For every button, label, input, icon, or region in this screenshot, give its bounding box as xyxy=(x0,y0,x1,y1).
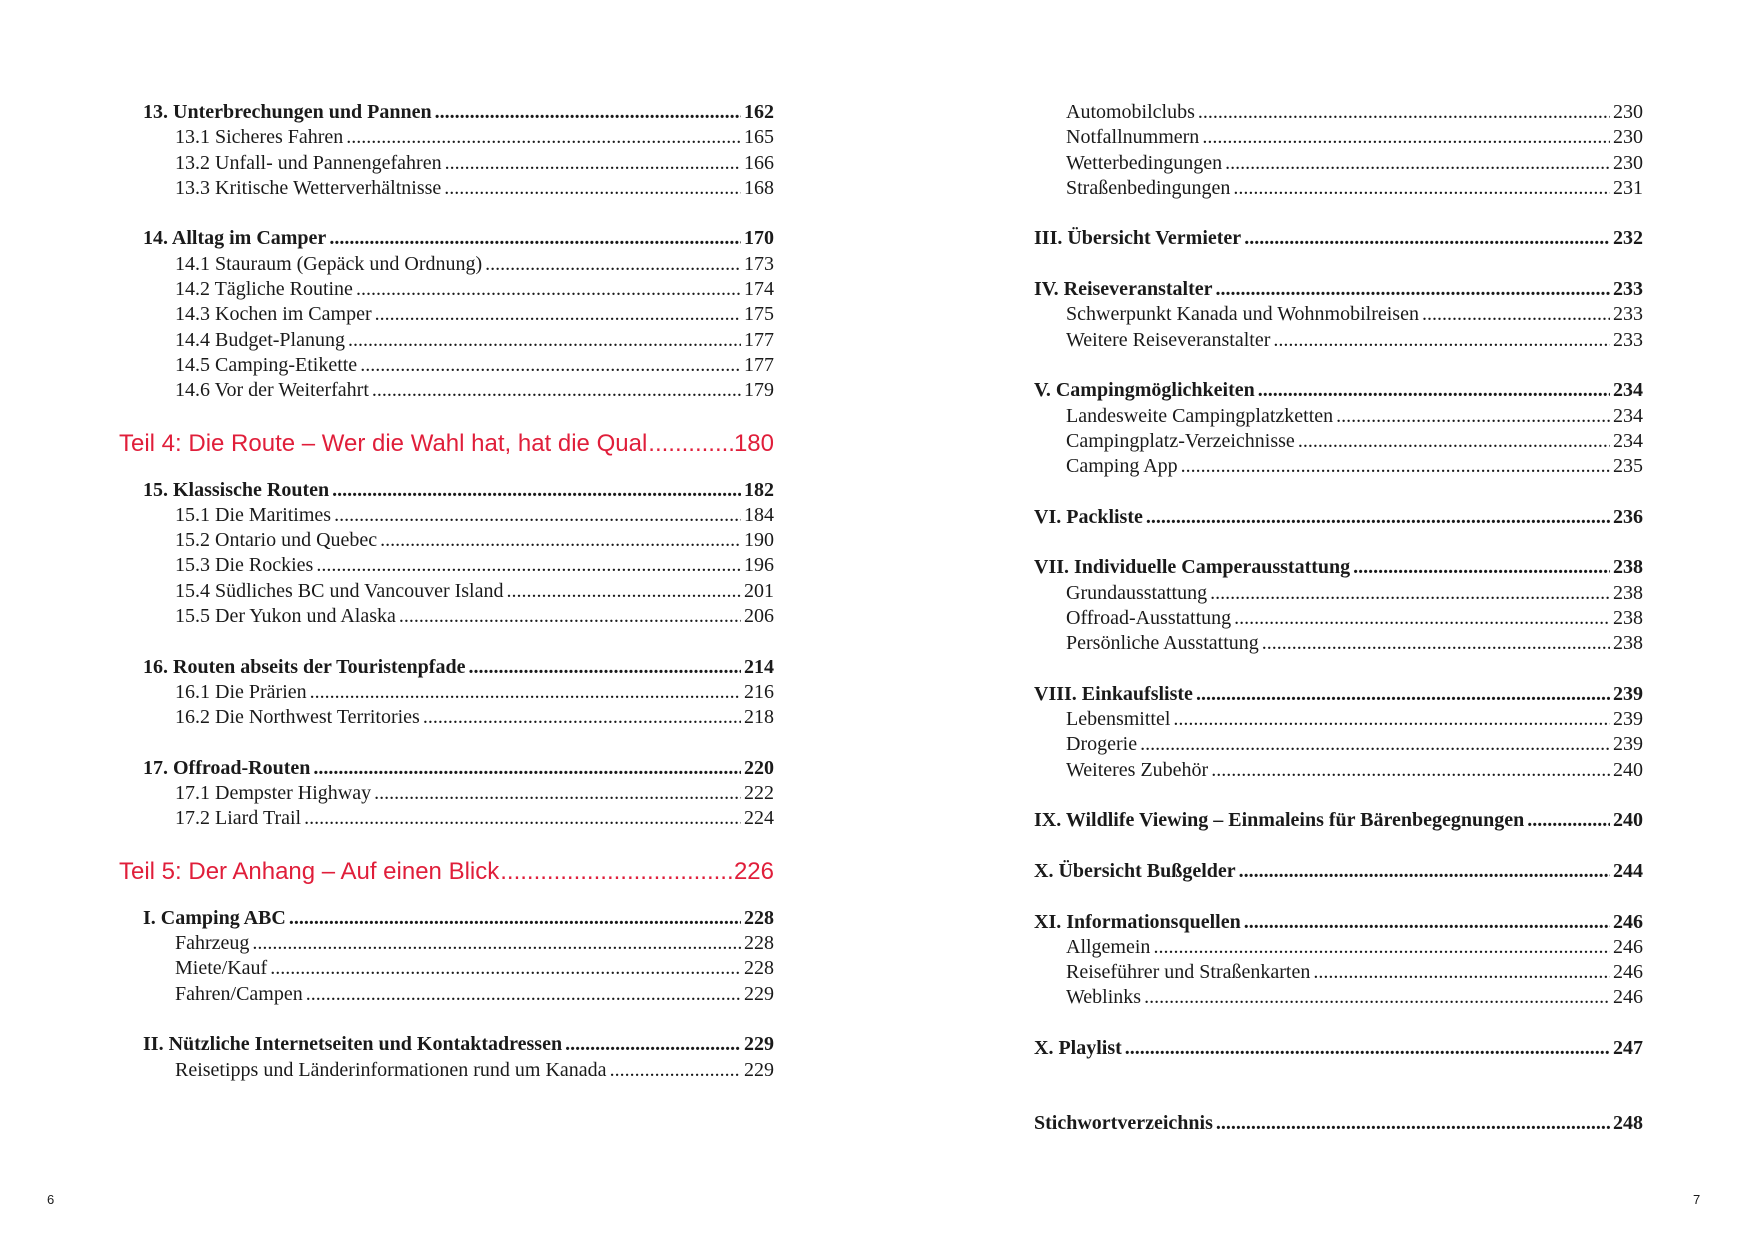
spacer xyxy=(1010,201,1643,226)
toc-entry-page: 238 xyxy=(1613,632,1643,655)
toc-section-entry xyxy=(1010,606,1643,631)
dot-leader xyxy=(1153,935,1610,960)
toc-chapter-entry xyxy=(1010,910,1643,935)
toc-entry-title: III. Übersicht Vermieter xyxy=(1034,227,1242,250)
toc-entry-title: Wetterbedingungen xyxy=(1066,151,1223,174)
spacer xyxy=(119,731,774,756)
toc-entry-title: 17. Offroad-Routen xyxy=(143,756,311,779)
toc-entry-title: 17.2 Liard Trail xyxy=(175,807,302,830)
toc-entry-page: 239 xyxy=(1613,733,1643,756)
toc-entry-page: 233 xyxy=(1613,328,1643,351)
toc-chapter-entry xyxy=(1010,859,1643,884)
dot-leader xyxy=(565,1032,741,1057)
dot-leader xyxy=(1244,226,1610,251)
toc-entry-title: Offroad-Ausstattung xyxy=(1066,606,1232,629)
toc-section-entry xyxy=(1010,176,1643,201)
toc-entry-title: 14.5 Camping-Etikette xyxy=(175,353,358,376)
dot-leader xyxy=(360,353,741,378)
toc-entry-page: 226 xyxy=(733,857,774,885)
toc-entry-title: 13. Unterbrechungen und Pannen xyxy=(143,101,432,123)
toc-section-entry xyxy=(119,252,774,277)
dot-leader xyxy=(329,226,741,251)
dot-leader xyxy=(1144,985,1610,1010)
toc-entry-page: 246 xyxy=(1613,935,1643,958)
dot-leader xyxy=(1244,910,1610,935)
toc-entry-title: Weiteres Zubehör xyxy=(1066,758,1209,781)
spacer xyxy=(1010,252,1643,277)
toc-entry-title: X. Übersicht Bußgelder xyxy=(1034,859,1236,882)
toc-entry-title: Teil 4: Die Route – Wer die Wahl hat, hat die Qual xyxy=(119,429,648,457)
toc-entry-page: 216 xyxy=(744,680,774,703)
dot-leader xyxy=(374,781,741,806)
dot-leader xyxy=(1215,277,1610,302)
page-number-right: 7 xyxy=(1693,1192,1701,1207)
toc-entry-page: 236 xyxy=(1613,505,1643,528)
toc-entry-page: 222 xyxy=(744,782,774,805)
dot-leader xyxy=(252,931,741,956)
toc-entry-page: 239 xyxy=(1613,708,1643,731)
toc-entry-title: Drogerie xyxy=(1066,733,1138,756)
dot-leader xyxy=(1225,151,1610,176)
toc-entry-title: Lebensmittel xyxy=(1066,708,1171,731)
toc-entry-title: Automobilclubs xyxy=(1066,101,1195,123)
toc-entry-title: Fahren/Campen xyxy=(175,982,303,1005)
toc-entry-page: 239 xyxy=(1613,682,1643,705)
toc-entry-page: 206 xyxy=(744,605,774,628)
toc-chapter-entry xyxy=(1010,555,1643,580)
toc-entry-title: 15. Klassische Routen xyxy=(143,478,330,501)
toc-section-entry xyxy=(119,1058,774,1083)
toc-section-entry xyxy=(119,553,774,578)
toc-section-entry xyxy=(1010,935,1643,960)
toc-entry-page: 240 xyxy=(1613,809,1643,832)
toc-entry-title: 13.1 Sicheres Fahren xyxy=(175,126,344,149)
toc-chapter-entry xyxy=(1010,1036,1643,1061)
spacer xyxy=(119,1007,774,1032)
toc-chapter-entry xyxy=(1010,226,1643,251)
spacer xyxy=(119,629,774,654)
toc-chapter-entry xyxy=(1010,505,1643,530)
toc-section-entry xyxy=(1010,960,1643,985)
toc-entry-page: 166 xyxy=(744,151,774,174)
toc-entry-title: 14.4 Budget-Planung xyxy=(175,328,345,351)
dot-leader xyxy=(1239,859,1610,884)
dot-leader xyxy=(1234,606,1610,631)
toc-section-entry xyxy=(119,781,774,806)
dot-leader xyxy=(1211,758,1610,783)
toc-chapter-entry xyxy=(119,478,774,503)
toc-entry-page: 180 xyxy=(733,429,774,457)
dot-leader xyxy=(445,151,741,176)
toc-section-entry xyxy=(119,353,774,378)
toc-entry-title: Teil 5: Der Anhang – Auf einen Blick xyxy=(119,857,500,885)
toc-entry-page: 229 xyxy=(744,1033,774,1056)
toc-entry-page: 238 xyxy=(1613,581,1643,604)
toc-right-column xyxy=(1010,100,1643,1137)
toc-section-entry xyxy=(119,982,774,1007)
toc-entry-title: Grundausstattung xyxy=(1066,581,1208,604)
dot-leader xyxy=(304,806,741,831)
dot-leader xyxy=(306,982,741,1007)
toc-entry-page: 175 xyxy=(744,303,774,326)
toc-section-entry xyxy=(119,176,774,201)
dot-leader xyxy=(332,478,741,503)
toc-entry-title: IX. Wildlife Viewing – Einmaleins für Bärenbegegnungen xyxy=(1034,809,1525,832)
toc-entry-title: Persönliche Ausstattung xyxy=(1066,632,1259,655)
toc-section-entry xyxy=(1010,302,1643,327)
toc-entry-title: 15.5 Der Yukon und Alaska xyxy=(175,605,396,628)
toc-section-entry xyxy=(1010,631,1643,656)
toc-entry-title: 14.2 Tägliche Routine xyxy=(175,278,353,301)
spacer xyxy=(1010,657,1643,682)
dot-leader xyxy=(444,176,741,201)
toc-chapter-entry xyxy=(119,655,774,680)
dot-leader xyxy=(507,579,742,604)
toc-entry-title: 17.1 Dempster Highway xyxy=(175,782,372,805)
toc-entry-page: 234 xyxy=(1613,429,1643,452)
toc-section-entry xyxy=(119,503,774,528)
dot-leader xyxy=(1422,302,1610,327)
dot-leader xyxy=(1125,1036,1610,1061)
spacer xyxy=(1010,479,1643,504)
toc-entry-title: II. Nützliche Internetseiten und Kontaktadressen xyxy=(143,1033,563,1056)
toc-entry-title: Camping App xyxy=(1066,455,1178,478)
toc-section-entry xyxy=(1010,328,1643,353)
toc-entry-page: 246 xyxy=(1613,961,1643,984)
toc-entry-title: 16. Routen abseits der Touristenpfade xyxy=(143,655,466,678)
toc-entry-title: 15.4 Südliches BC und Vancouver Island xyxy=(175,579,504,602)
spacer xyxy=(119,461,774,478)
toc-entry-page: 196 xyxy=(744,554,774,577)
toc-entry-page: 233 xyxy=(1613,303,1643,326)
toc-chapter-entry xyxy=(1010,277,1643,302)
toc-entry-title: 16.1 Die Prärien xyxy=(175,680,307,703)
dot-leader xyxy=(610,1058,741,1083)
toc-entry-page: 184 xyxy=(744,503,774,526)
toc-entry-title: Weitere Reiseveranstalter xyxy=(1066,328,1271,351)
toc-entry-page: 162 xyxy=(744,101,774,123)
toc-section-entry xyxy=(119,680,774,705)
toc-entry-page: 177 xyxy=(744,328,774,351)
toc-entry-page: 238 xyxy=(1613,606,1643,629)
toc-entry-title: Reisetipps und Länderinformationen rund um Kanada xyxy=(175,1058,607,1081)
toc-entry-title: 15.2 Ontario und Quebec xyxy=(175,529,378,552)
toc-part-heading xyxy=(119,427,774,461)
toc-section-entry xyxy=(1010,429,1643,454)
toc-entry-title: 13.3 Kritische Wetterverhältnisse xyxy=(175,176,442,199)
dot-leader xyxy=(346,125,741,150)
dot-leader xyxy=(435,100,741,125)
toc-entry-page: 174 xyxy=(744,278,774,301)
toc-entry-title: 14.6 Vor der Weiterfahrt xyxy=(175,379,369,402)
dot-leader xyxy=(1258,378,1610,403)
page-number-left: 6 xyxy=(47,1192,55,1207)
dot-leader xyxy=(1202,125,1610,150)
toc-section-entry xyxy=(119,931,774,956)
toc-section-entry xyxy=(119,579,774,604)
toc-section-entry xyxy=(119,277,774,302)
toc-entry-page: 238 xyxy=(1613,556,1643,579)
dot-leader xyxy=(1313,960,1610,985)
dot-leader xyxy=(1146,505,1610,530)
toc-section-entry xyxy=(1010,758,1643,783)
toc-entry-title: VI. Packliste xyxy=(1034,505,1143,528)
dot-leader xyxy=(334,503,741,528)
spacer xyxy=(1010,834,1643,859)
spacer xyxy=(119,404,774,427)
toc-section-entry xyxy=(1010,454,1643,479)
toc-entry-title: IV. Reiseveranstalter xyxy=(1034,278,1213,301)
spacer xyxy=(1010,353,1643,378)
dot-leader xyxy=(1216,1111,1610,1136)
spacer xyxy=(119,201,774,226)
toc-entry-page: 234 xyxy=(1613,404,1643,427)
dot-leader xyxy=(380,528,741,553)
toc-left-column xyxy=(119,100,774,1083)
toc-chapter-entry xyxy=(1010,682,1643,707)
dot-leader xyxy=(289,906,741,931)
dot-leader xyxy=(468,655,741,680)
toc-entry-page: 234 xyxy=(1613,379,1643,402)
toc-entry-page: 165 xyxy=(744,126,774,149)
toc-entry-page: 232 xyxy=(1613,227,1643,250)
toc-entry-page: 190 xyxy=(744,529,774,552)
toc-section-entry xyxy=(119,125,774,150)
toc-section-entry xyxy=(119,956,774,981)
toc-chapter-entry xyxy=(119,100,774,125)
dot-leader xyxy=(1273,328,1610,353)
dot-leader xyxy=(1336,404,1610,429)
dot-leader xyxy=(313,756,741,781)
toc-section-entry xyxy=(1010,707,1643,732)
toc-entry-page: 177 xyxy=(744,353,774,376)
dot-leader xyxy=(1527,808,1610,833)
toc-chapter-entry xyxy=(1010,378,1643,403)
toc-chapter-entry xyxy=(119,226,774,251)
toc-entry-title: 14.1 Stauraum (Gepäck und Ordnung) xyxy=(175,252,483,275)
toc-entry-title: 15.3 Die Rockies xyxy=(175,554,314,577)
toc-entry-page: 247 xyxy=(1613,1036,1643,1059)
dot-leader xyxy=(310,680,741,705)
dot-leader xyxy=(1173,707,1610,732)
toc-section-entry xyxy=(119,528,774,553)
dot-leader xyxy=(1181,454,1610,479)
dot-leader xyxy=(1233,176,1610,201)
toc-entry-page: 168 xyxy=(744,176,774,199)
toc-entry-page: 228 xyxy=(744,932,774,955)
toc-entry-page: 233 xyxy=(1613,278,1643,301)
toc-entry-page: 229 xyxy=(744,982,774,1005)
dot-leader xyxy=(1298,429,1610,454)
toc-section-entry xyxy=(1010,732,1643,757)
spacer xyxy=(1010,530,1643,555)
toc-entry-page: 231 xyxy=(1613,176,1643,199)
spacer xyxy=(1010,884,1643,909)
toc-entry-title: 13.2 Unfall- und Pannengefahren xyxy=(175,151,442,174)
toc-entry-page: 246 xyxy=(1613,986,1643,1009)
toc-entry-title: 16.2 Die Northwest Territories xyxy=(175,706,420,729)
toc-section-entry xyxy=(1010,100,1643,125)
spacer xyxy=(119,832,774,855)
dot-leader xyxy=(1262,631,1610,656)
toc-entry-title: Notfallnummern xyxy=(1066,126,1200,149)
dot-leader xyxy=(423,705,741,730)
toc-section-entry xyxy=(1010,985,1643,1010)
toc-entry-title: X. Playlist xyxy=(1034,1036,1122,1059)
spacer xyxy=(1010,1011,1643,1036)
toc-section-entry xyxy=(119,302,774,327)
toc-entry-page: 240 xyxy=(1613,758,1643,781)
toc-entry-page: 224 xyxy=(744,807,774,830)
toc-chapter-entry xyxy=(119,1032,774,1057)
toc-entry-title: Campingplatz-Verzeichnisse xyxy=(1066,429,1295,452)
toc-entry-title: I. Camping ABC xyxy=(143,906,286,929)
toc-entry-title: 14. Alltag im Camper xyxy=(143,227,327,250)
toc-section-entry xyxy=(119,378,774,403)
toc-section-entry xyxy=(119,151,774,176)
toc-entry-page: 218 xyxy=(744,706,774,729)
toc-section-entry xyxy=(1010,151,1643,176)
toc-entry-title: Straßenbedingungen xyxy=(1066,176,1231,199)
dot-leader xyxy=(500,855,733,889)
dot-leader xyxy=(270,956,741,981)
toc-chapter-entry xyxy=(1010,1111,1643,1136)
toc-entry-page: 201 xyxy=(744,579,774,602)
toc-entry-title: VIII. Einkaufsliste xyxy=(1034,682,1193,705)
toc-entry-title: XI. Informationsquellen xyxy=(1034,910,1241,933)
toc-entry-page: 228 xyxy=(744,906,774,929)
toc-section-entry xyxy=(119,328,774,353)
toc-section-entry xyxy=(119,806,774,831)
toc-entry-page: 214 xyxy=(744,655,774,678)
toc-entry-page: 230 xyxy=(1613,101,1643,123)
toc-entry-page: 170 xyxy=(744,227,774,250)
toc-section-entry xyxy=(1010,581,1643,606)
toc-entry-title: Stichwortverzeichnis xyxy=(1034,1112,1213,1135)
toc-entry-page: 230 xyxy=(1613,126,1643,149)
toc-part-heading xyxy=(119,855,774,889)
dot-leader xyxy=(1210,581,1610,606)
dot-leader xyxy=(399,604,741,629)
dot-leader xyxy=(1140,732,1610,757)
toc-entry-title: Allgemein xyxy=(1066,935,1151,958)
toc-entry-title: Reiseführer und Straßenkarten xyxy=(1066,961,1311,984)
toc-entry-page: 244 xyxy=(1613,859,1643,882)
dot-leader xyxy=(1196,682,1610,707)
toc-entry-page: 173 xyxy=(744,252,774,275)
toc-entry-title: Weblinks xyxy=(1066,986,1142,1009)
toc-entry-page: 248 xyxy=(1613,1112,1643,1135)
toc-entry-title: Landesweite Campingplatzketten xyxy=(1066,404,1334,427)
dot-leader xyxy=(648,427,733,461)
dot-leader xyxy=(372,378,741,403)
dot-leader xyxy=(1198,100,1610,125)
toc-entry-title: V. Campingmöglichkeiten xyxy=(1034,379,1255,402)
dot-leader xyxy=(375,302,741,327)
toc-entry-page: 182 xyxy=(744,478,774,501)
dot-leader xyxy=(316,553,741,578)
toc-entry-title: 14.3 Kochen im Camper xyxy=(175,303,372,326)
dot-leader xyxy=(356,277,741,302)
toc-section-entry xyxy=(1010,404,1643,429)
toc-entry-page: 179 xyxy=(744,379,774,402)
toc-entry-title: 15.1 Die Maritimes xyxy=(175,503,332,526)
toc-chapter-entry xyxy=(119,906,774,931)
toc-entry-page: 228 xyxy=(744,957,774,980)
toc-entry-title: Miete/Kauf xyxy=(175,957,268,980)
toc-entry-title: Fahrzeug xyxy=(175,932,250,955)
toc-section-entry xyxy=(119,604,774,629)
toc-chapter-entry xyxy=(119,756,774,781)
dot-leader xyxy=(485,252,741,277)
spacer xyxy=(1010,783,1643,808)
spacer xyxy=(119,889,774,906)
dot-leader xyxy=(1353,555,1610,580)
toc-entry-page: 220 xyxy=(744,756,774,779)
toc-chapter-entry xyxy=(1010,808,1643,833)
toc-entry-page: 246 xyxy=(1613,910,1643,933)
toc-entry-title: Schwerpunkt Kanada und Wohnmobilreisen xyxy=(1066,303,1419,326)
toc-entry-title: VII. Individuelle Camperausstattung xyxy=(1034,556,1351,579)
toc-entry-page: 235 xyxy=(1613,455,1643,478)
spacer xyxy=(1010,1061,1643,1111)
toc-section-entry xyxy=(119,705,774,730)
dot-leader xyxy=(348,328,741,353)
toc-entry-page: 229 xyxy=(744,1058,774,1081)
toc-entry-page: 230 xyxy=(1613,151,1643,174)
toc-section-entry xyxy=(1010,125,1643,150)
